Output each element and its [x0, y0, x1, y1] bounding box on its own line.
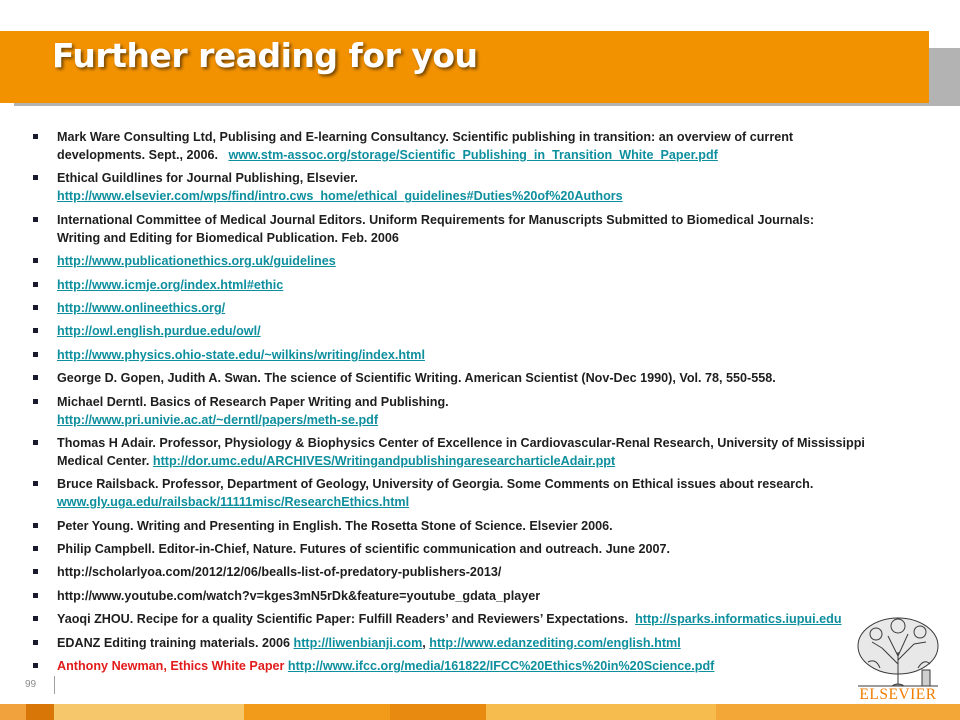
- reference-text: George D. Gopen, Judith A. Swan. The science of Scientific Writing. American Scientist (Nov-Dec 1990), Vol. 78, 550-558.: [57, 371, 776, 386]
- reference-list: [33, 128, 943, 680]
- reference-link[interactable]: http://www.elsevier.com/wps/find/intro.cws_home/ethical_guidelines#Duties%20of%20Authors: [57, 189, 623, 204]
- reference-link[interactable]: http://www.edanzediting.com/english.html: [429, 635, 681, 650]
- reference-item: [33, 657, 943, 675]
- page-number: 99: [25, 679, 37, 690]
- reference-link[interactable]: http://liwenbianji.com: [293, 635, 423, 650]
- reference-link[interactable]: http://www.physics.ohio-state.edu/~wilkins/writing/index.html: [57, 347, 425, 362]
- bullet-icon: [33, 663, 38, 668]
- reference-item: [33, 610, 943, 628]
- footer-segment: [244, 704, 390, 720]
- bullet-icon: [33, 282, 38, 287]
- reference-text: Peter Young. Writing and Presenting in English. The Rosetta Stone of Science. Elsevier 2006.: [57, 518, 613, 533]
- reference-item: [33, 369, 943, 387]
- bullet-icon: [33, 352, 38, 357]
- reference-item: [33, 563, 943, 581]
- reference-item: [33, 393, 943, 429]
- footer-color-bar: [0, 704, 960, 720]
- bullet-icon: [33, 569, 38, 574]
- reference-link[interactable]: www.gly.uga.edu/railsback/11111misc/ResearchEthics.html: [57, 495, 410, 510]
- bullet-icon: [33, 616, 38, 621]
- reference-item: [33, 211, 943, 247]
- reference-item: [33, 299, 943, 317]
- bullet-icon: [33, 546, 38, 551]
- reference-item: [33, 475, 943, 511]
- reference-text: Writing and Editing for Biomedical Publication. Feb. 2006: [57, 230, 399, 245]
- reference-text: Medical Center.: [57, 453, 150, 468]
- reference-item: [33, 346, 943, 364]
- reference-item: [33, 252, 943, 270]
- bullet-icon: [33, 134, 38, 139]
- reference-text: developments. Sept., 2006.: [57, 148, 218, 162]
- reference-link[interactable]: http://dor.umc.edu/ARCHIVES/WritingandpublishingaresearcharticleAdair.ppt: [152, 453, 616, 468]
- reference-item: [33, 634, 943, 652]
- bullet-icon: [33, 440, 38, 445]
- reference-item: [33, 322, 943, 340]
- reference-text: Mark Ware Consulting Ltd, Publising and E-learning Consultancy. Scientific publishing in transition: an overview of current: [57, 130, 794, 144]
- reference-separator: ,: [422, 635, 426, 650]
- footer-segment: [716, 704, 960, 720]
- reference-link[interactable]: http://www.onlineethics.org/: [57, 300, 226, 315]
- bullet-icon: [33, 481, 38, 486]
- bullet-icon: [33, 640, 38, 645]
- bullet-icon: [33, 399, 38, 404]
- elsevier-logo-text: ELSEVIER: [859, 686, 937, 703]
- reference-highlight-text: Anthony Newman, Ethics White Paper: [57, 659, 285, 674]
- reference-text: EDANZ Editing training materials. 2006: [57, 635, 291, 650]
- reference-text: http://scholarlyoa.com/2012/12/06/bealls-list-of-predatory-publishers-2013/: [57, 565, 502, 580]
- bullet-icon: [33, 523, 38, 528]
- footer-segment: [390, 704, 486, 720]
- reference-link[interactable]: http://www.pri.univie.ac.at/~derntl/papers/meth-se.pdf: [57, 412, 379, 427]
- reference-text: http://www.youtube.com/watch?v=kges3mN5rDk&feature=youtube_gdata_player: [57, 588, 541, 603]
- reference-link[interactable]: http://sparks.informatics.iupui.edu: [635, 612, 842, 627]
- bullet-icon: [33, 593, 38, 598]
- bullet-icon: [33, 175, 38, 180]
- reference-link[interactable]: www.stm-assoc.org/storage/Scientific_Publishing_in_Transition_White_Paper.pdf: [228, 148, 718, 162]
- reference-link[interactable]: http://www.publicationethics.org.uk/guidelines: [57, 254, 336, 269]
- reference-item: [33, 517, 943, 535]
- reference-item: [33, 276, 943, 294]
- reference-text: International Committee of Medical Journal Editors. Uniform Requirements for Manuscripts Submitted to Biomedical Journals:: [57, 212, 815, 227]
- bullet-icon: [33, 375, 38, 380]
- footer-segment: [54, 704, 244, 720]
- reference-text: Philip Campbell. Editor-in-Chief, Nature. Futures of scientific communication and outreach. June 2007.: [57, 542, 670, 557]
- reference-link[interactable]: http://owl.english.purdue.edu/owl/: [57, 324, 261, 339]
- bullet-icon: [33, 217, 38, 222]
- footer-segment: [486, 704, 716, 720]
- footer-segment: [26, 704, 54, 720]
- reference-text: Yaoqi ZHOU. Recipe for a quality Scientific Paper: Fulfill Readers’ and Reviewers’ Expectations.: [57, 612, 629, 627]
- reference-item: [33, 587, 943, 605]
- reference-text: Ethical Guildlines for Journal Publishing, Elsevier.: [57, 171, 358, 186]
- page-number-divider: [54, 676, 55, 694]
- reference-link[interactable]: http://www.ifcc.org/media/161822/IFCC%20Ethics%20in%20Science.pdf: [287, 659, 715, 674]
- bullet-icon: [33, 258, 38, 263]
- reference-link[interactable]: http://www.icmje.org/index.html#ethic: [57, 277, 284, 292]
- footer-segment: [0, 704, 26, 720]
- bullet-icon: [33, 305, 38, 310]
- bullet-icon: [33, 328, 38, 333]
- slide-title: Further reading for you: [52, 36, 478, 75]
- reference-text: Thomas H Adair. Professor, Physiology & Biophysics Center of Excellence in Cardiovascular-Renal Research, University of Mississippi: [57, 435, 865, 450]
- reference-item: [33, 169, 943, 205]
- reference-item: [33, 128, 943, 164]
- reference-item: [33, 434, 943, 470]
- reference-text: Bruce Railsback. Professor, Department of Geology, University of Georgia. Some Comments on Ethical issues about research.: [57, 477, 814, 492]
- reference-text: Michael Derntl. Basics of Research Paper Writing and Publishing.: [57, 394, 449, 409]
- reference-item: [33, 540, 943, 558]
